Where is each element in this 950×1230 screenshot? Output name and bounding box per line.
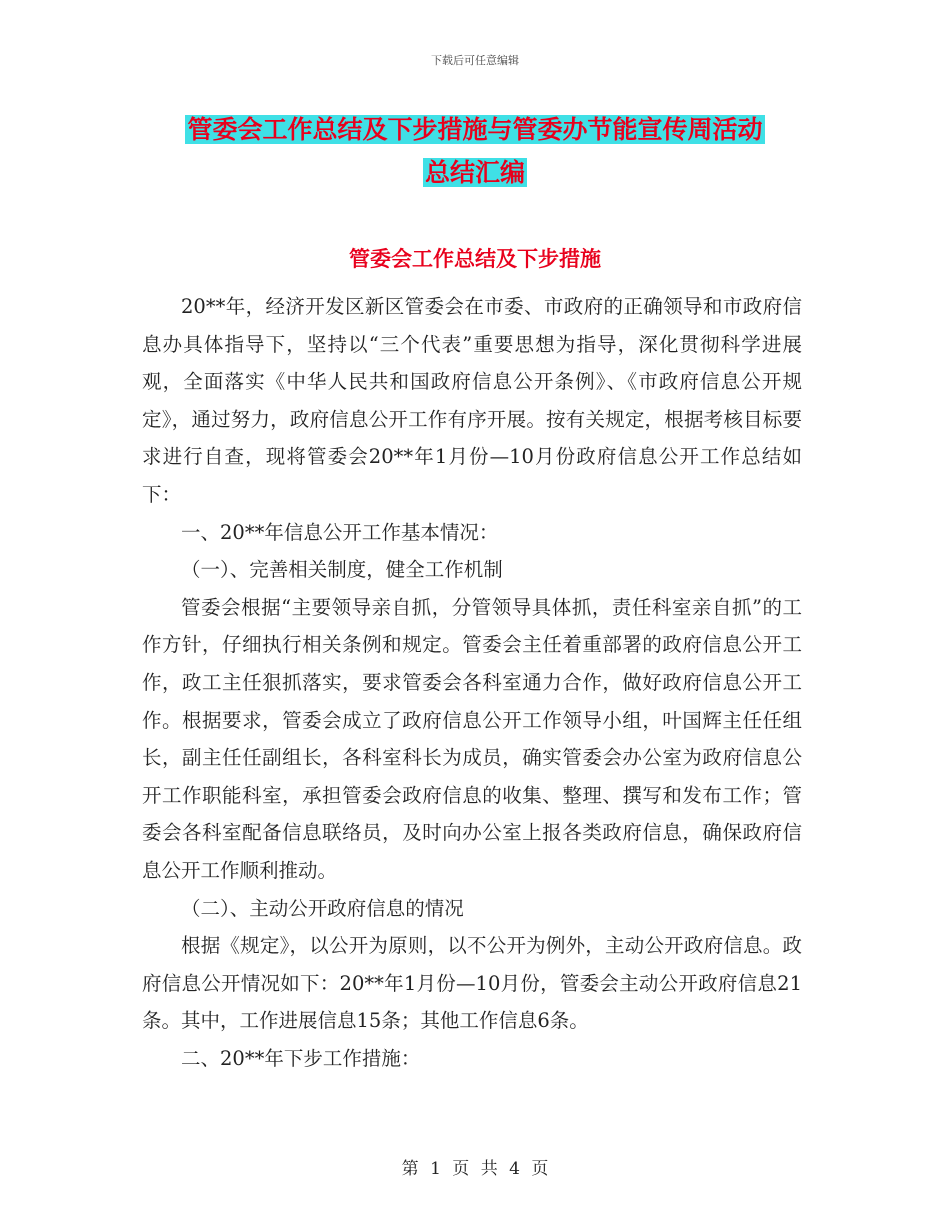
paragraph-mechanism: 管委会根据“主要领导亲自抓，分管领导具体抓，责任科室亲自抓”的工作方针，仔细执行相关条例和规定。管委会主任着重部署的政府信息公开工作，政工主任狠抓落实，要求管委会各科室通力合作，做好政府信息公开工作。根据要求，管委会成立了政府信息公开工作领导小组，叶国辉主任任组长，副主任任副组长，各科室科长为成员，确实管委会办公室为政府信息公开工作职能科室，承担管委会政府信息的收集、整理、撰写和发布工作；管委会各科室配备信息联络员，及时向办公室上报各类政府信息，确保政府信息公开工作顺利推动。 [142,595,802,882]
document-title-line-2 [0,153,950,193]
subheading-two: （二）、主动公开政府信息的情况 [181,896,464,920]
heading-part-one: 一、20**年信息公开工作基本情况： [181,520,499,544]
header-note: 下载后可任意编辑 [431,54,519,67]
page-footer: 第 1 页 共 4 页 [401,1159,549,1179]
title-highlight-1: 管委会工作总结及下步措施与管委办节能宣传周活动 [187,115,763,144]
section-title: 管委会工作总结及下步措施 [349,246,601,271]
paragraph-intro: 20**年，经济开发区新区管委会在市委、市政府的正确领导和市政府信息办具体指导下，坚持以“三个代表”重要思想为指导，深化贯彻科学进展观，全面落实《中华人民共和国政府信息公开条例》、《市政府信息公开规定》，通过努力，政府信息公开工作有序开展。按有关规定，根据考核目标要求进行自查，现将管委会20**年1月份—10月份政府信息公开工作总结如下： [142,295,802,506]
title-highlight-2: 总结汇编 [424,158,525,187]
document-body [142,288,802,1077]
paragraph-disclosure: 根据《规定》，以公开为原则，以不公开为例外，主动公开政府信息。政府信息公开情况如下：20**年1月份—10月份，管委会主动公开政府信息21条。其中，工作进展信息15条；其他工作信息6条。 [142,934,802,1033]
heading-part-two: 二、20**年下步工作措施： [181,1046,421,1070]
subheading-one: （一）、完善相关制度，健全工作机制 [181,558,503,582]
document-title-line-1 [0,110,950,150]
